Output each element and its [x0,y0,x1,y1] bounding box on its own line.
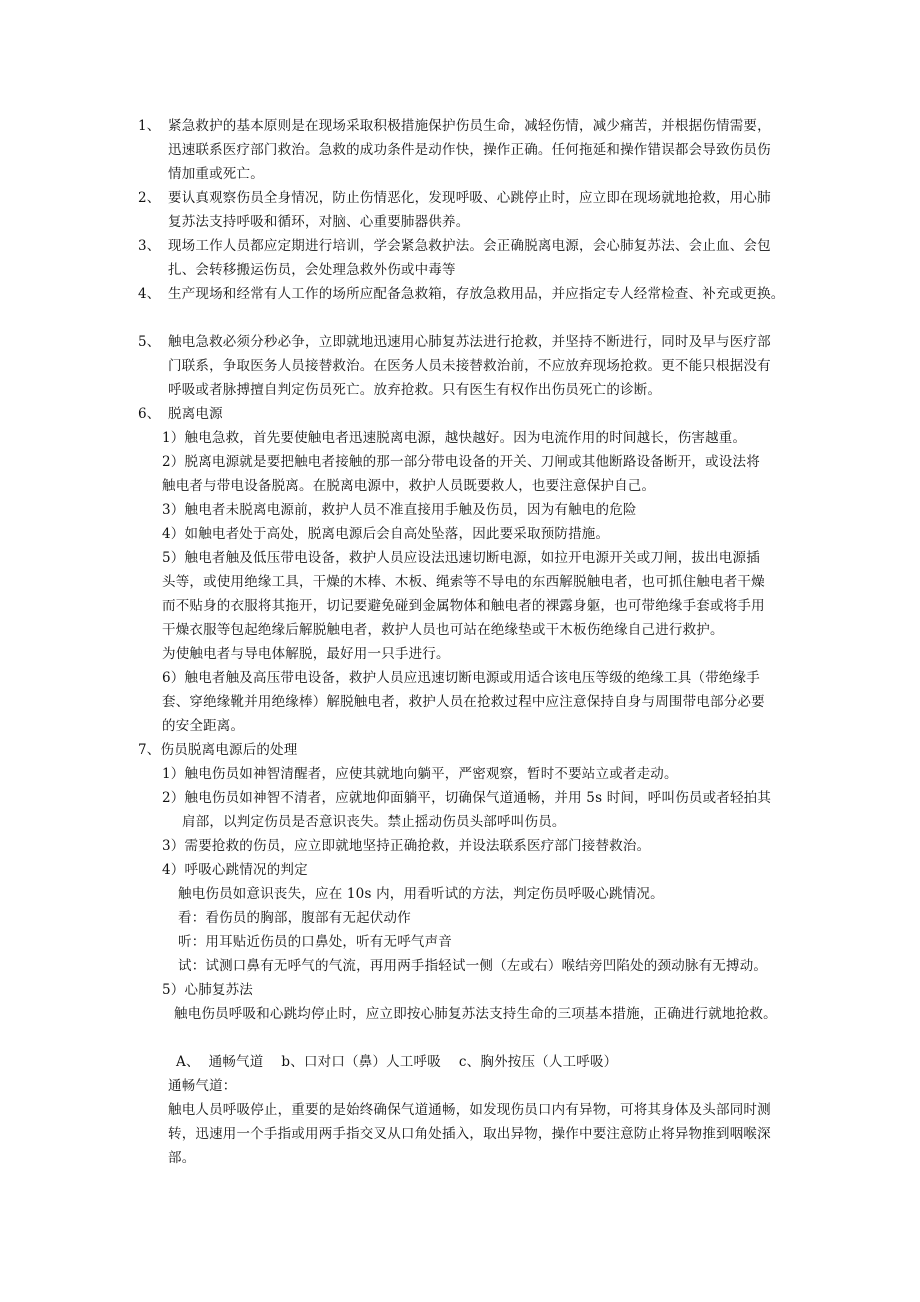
airway-line-3: 部。 [168,1150,196,1166]
s7-line-8: 听：用耳贴近伤员的口鼻处，听有无呼气声音 [178,934,452,950]
s6-line-9: 干燥衣服等包起绝缘后解脱触电者，救护人员也可站在绝缘垫或干木板伤绝缘自己进行救护。 [162,622,724,638]
s6-line-2: 2）脱离电源就是要把触电者接触的那一部分带电设备的开关、刀闸或其他断路设备断开，或设法将 [162,454,760,470]
s7-line-6: 触电伤员如意识丧失，应在 10s 内，用看听试的方法，判定伤员呼吸心跳情况。 [178,886,664,902]
item-2-line-2: 复苏法支持呼吸和循环，对脑、心重要肺器供养。 [168,214,470,230]
item-3-line-2: 扎、会转移搬运伤员，会处理急救外伤或中毒等 [168,262,456,278]
item-1-line-1: 紧急救护的基本原则是在现场采取积极措施保护伤员生命，减轻伤情，减少痛苦，并根据伤情需要， [168,118,771,134]
s6-line-7: 头等，或使用绝缘工具，干燥的木棒、木板、绳索等不导电的东西解脱触电者，也可抓住触电者干燥 [162,574,765,590]
item-3-number: 3、 [138,238,161,254]
item-4-number: 4、 [138,286,161,302]
item-1-line-2: 迅速联系医疗部门救治。急救的成功条件是动作快，操作正确。任何拖延和操作错误都会导致伤员伤 [168,142,771,158]
s7-line-4: 3）需要抢救的伤员，应立即就地坚持正确抢救，并设法联系医疗部门接替救治。 [162,838,651,854]
s7-line-11: 触电伤员呼吸和心跳均停止时，应立即按心肺复苏法支持生命的三项基本措施，正确进行就地抢救。 [174,1006,777,1022]
item-6-number: 6、 [138,406,161,422]
item-1-number: 1、 [138,118,161,134]
item-5-line-2: 门联系，争取医务人员接替救治。在医务人员未接替救治前，不应放弃现场抢救。更不能只根据没有 [168,358,771,374]
item-5-line-3: 呼吸或者脉搏擅自判定伤员死亡。放弃抢救。只有医生有权作出伤员死亡的诊断。 [168,382,662,398]
s7-line-7: 看：看伤员的胸部，腹部有无起伏动作 [178,910,411,926]
s6-line-10: 为使触电者与导电体解脱，最好用一只手进行。 [162,646,450,662]
airway-line-2: 转，迅速用一个手指或用两手指交叉从口角处插入，取出异物，操作中要注意防止将异物推到咽喉深 [168,1126,771,1142]
s7-line-5: 4）呼吸心跳情况的判定 [162,862,308,878]
item-2-line-1: 要认真观察伤员全身情况，防止伤情恶化，发现呼吸、心跳停止时，应立即在现场就地抢救，用心肺 [168,190,771,206]
s7-title: 7、伤员脱离电源后的处理 [138,742,298,758]
s6-line-11: 6）触电者触及高压带电设备，救护人员应迅速切断电源或用适合该电压等级的绝缘工具（带绝缘手 [162,670,760,686]
abc-steps: A、 通畅气道 b、口对口（鼻）人工呼吸 c、胸外按压（人工呼吸） [176,1054,618,1070]
item-5-line-1: 触电急救必须分秒必争，立即就地迅速用心肺复苏法进行抢救，并坚持不断进行，同时及早与医疗部 [168,334,771,350]
s7-line-3: 肩部，以判定伤员是否意识丧失。禁止摇动伤员头部呼叫伤员。 [182,814,566,830]
item-2-number: 2、 [138,190,161,206]
s6-line-5: 4）如触电者处于高处，脱离电源后会自高处坠落，因此要采取预防措施。 [162,526,610,542]
s6-line-3: 触电者与带电设备脱离。在脱离电源中，救护人员既要救人，也要注意保护自己。 [162,478,656,494]
s7-line-10: 5）心肺复苏法 [162,982,253,998]
airway-line-1: 触电人员呼吸停止，重要的是始终确保气道通畅，如发现伤员口内有异物，可将其身体及头部同时测 [168,1102,771,1118]
item-4-line-1: 生产现场和经常有人工作的场所应配备急救箱，存放急救用品，并应指定专人经常检查、补充或更换。 [168,286,785,302]
s6-line-12: 套、穿绝缘靴并用绝缘棒）解脱触电者，救护人员在抢救过程中应注意保持自身与周围带电部分必要 [162,694,765,710]
s7-line-1: 1）触电伤员如神智清醒者，应使其就地向躺平，严密观察，暂时不要站立或者走动。 [162,766,678,782]
s7-line-9: 试：试测口鼻有无呼气的气流，再用两手指轻试一侧（左或右）喉结旁凹陷处的颈动脉有无搏动。 [178,958,768,974]
s6-line-4: 3）触电者未脱离电源前，救护人员不准直接用手触及伤员，因为有触电的危险 [162,502,637,518]
item-1-line-3: 情加重或死亡。 [168,166,264,182]
airway-title: 通畅气道： [168,1078,237,1094]
item-5-number: 5、 [138,334,161,350]
s6-line-13: 的安全距离。 [162,718,245,734]
s7-line-2: 2）触电伤员如神智不清者，应就地仰面躺平，切确保气道通畅，并用 5s 时间，呼叫伤员或者轻拍其 [162,790,772,806]
s6-line-6: 5）触电者触及低压带电设备，救护人员应设法迅速切断电源，如拉开电源开关或刀闸，拔出电源插 [162,550,760,566]
item-3-line-1: 现场工作人员都应定期进行培训，学会紧急救护法。会正确脱离电源，会心肺复苏法、会止血、会包 [168,238,771,254]
s6-line-1: 1）触电急救，首先要使触电者迅速脱离电源，越快越好。因为电流作用的时间越长，伤害越重。 [162,430,747,446]
s6-line-8: 而不贴身的衣服将其拖开，切记要避免碰到金属物体和触电者的裸露身躯，也可带绝缘手套或将手用 [162,598,765,614]
item-6-line-1: 脱离电源 [168,406,223,422]
